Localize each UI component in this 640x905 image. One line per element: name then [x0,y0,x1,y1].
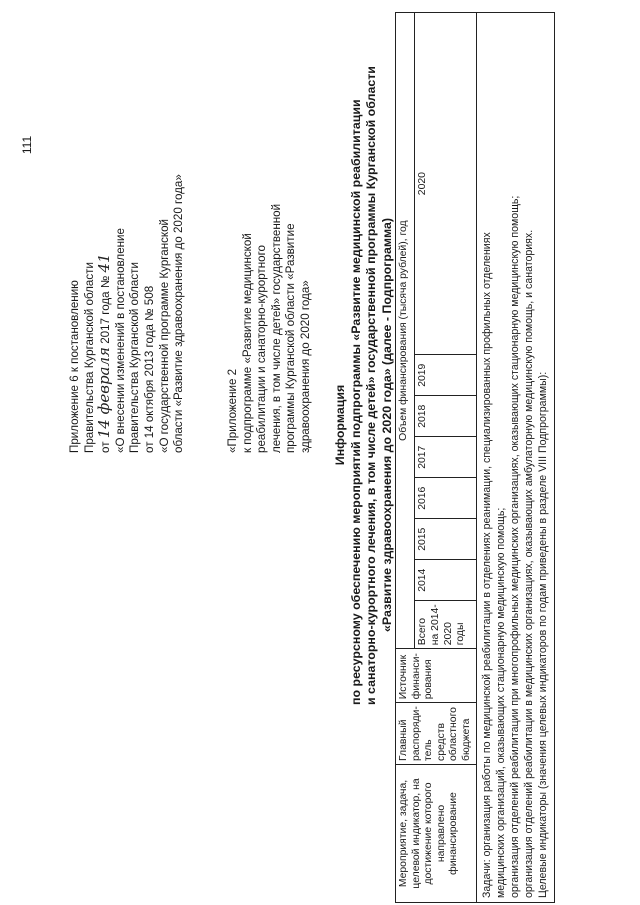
appendix6-line2: Правительства Курганской области [82,262,96,453]
table-header-row-1 [396,13,415,903]
resource-table [395,12,555,903]
appendix2-line1: «Приложение 2 [226,368,239,453]
tasks-line5: Целевые индикаторы (значения целевых индикаторов по годам приведены в разделе VIII Подпрограммы): [537,371,550,898]
appendix6-line1: Приложение 6 к постановлению [68,280,81,453]
tasks-line3: организация отделений реабилитации при многопрофильных медицинских организациях, оказывающих стационарную медицинскую помощь; [508,195,521,898]
tasks-line4: организация отделений реабилитации в медицинских организациях, оказывающих амбулаторную медицинскую помощь, и санаториях. [523,229,536,898]
appendix6-line4: «О внесении изменений в постановление [113,228,127,453]
appendix-6-block [68,174,187,453]
header-year: 2015 [415,519,476,560]
appendix6-year-no: 2017 года № [99,275,113,344]
handwritten-date: 14 февраля [95,347,114,439]
handwritten-number: 41 [95,253,114,273]
header-year: 2016 [415,478,476,519]
appendix6-from: от [99,441,113,453]
header-measure: Мероприятие, задача, целевой индикатор, на достижение которого направлено финансирование [396,765,477,903]
header-year: 2020 [415,13,476,355]
appendix2-line6: здравоохранения до 2020 года» [298,280,312,453]
appendix-2-block [226,204,314,453]
header-year: 2017 [415,437,476,478]
appendix2-line5: программы Курганской области «Развитие [284,223,298,453]
appendix6-line8: области «Развитие здравоохранения до 2020 года» [172,174,186,453]
appendix6-line3 [97,174,114,453]
appendix6-line5: Правительства Курганской области [128,262,142,453]
page-number: 111 [20,135,34,155]
appendix6-line6: от 14 октября 2013 года № 508 [142,285,156,453]
header-manager: Главный распоряди-тель средств областного бюджета [396,703,477,765]
appendix2-line3: реабилитации и санаторно-курортного [255,244,269,453]
header-total: Всего на 2014-2020 годы [415,601,476,649]
table-row-tasks [476,13,554,903]
header-year: 2014 [415,560,476,601]
title-line4: «Развитие здравоохранения до 2020 года» (далее - Подпрограмма) [379,217,394,633]
header-year: 2019 [415,355,476,396]
header-year: 2018 [415,396,476,437]
title-line2: по ресурсному обеспечению мероприятий подпрограммы «Развитие медицинской реабилитации [348,99,363,705]
tasks-cell [476,13,554,903]
header-source: Источник финанси-рования [396,649,477,703]
title-line3: и санаторно-курортного лечения, в том числе детей» государственной программы Курганской области [364,66,379,705]
title-line1: Информация [333,384,347,466]
header-volume: Объем финансирования (тысяча рублей), год [396,13,415,649]
tasks-line2: медицинских организаций, оказывающих стационарную медицинскую помощь; [494,507,507,898]
appendix2-line4: лечения, в том числе детей» государственной [269,203,283,453]
appendix6-line7: «О государственной программе Курганской [157,218,171,453]
appendix2-line2: к подпрограмме «Развитие медицинской [240,233,254,453]
tasks-line1: Задачи: организация работы по медицинской реабилитации в отделениях реанимации, специализированных профильных отделениях [480,232,493,898]
document-title [333,66,395,705]
